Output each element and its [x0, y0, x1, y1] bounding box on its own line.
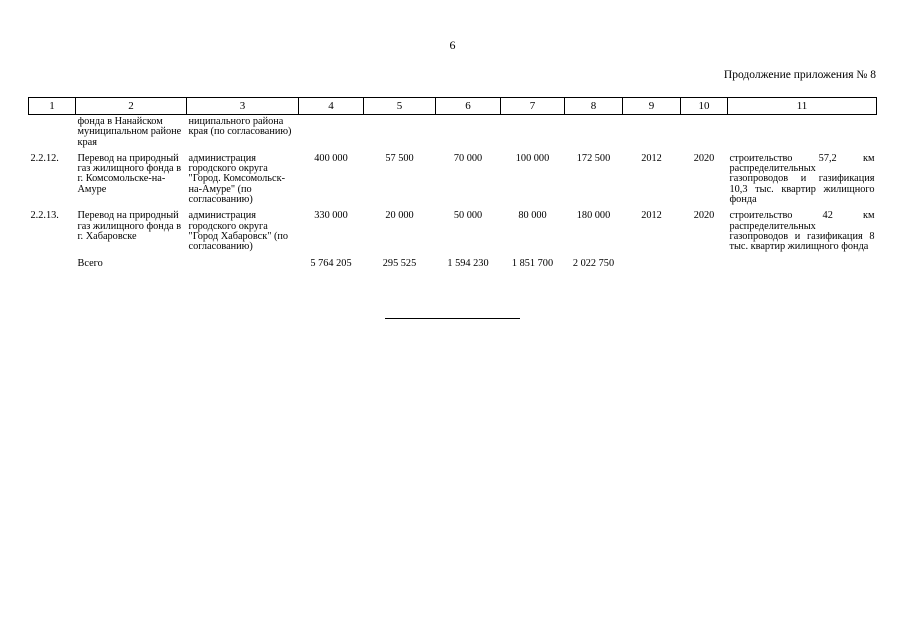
column-header: 2 [76, 98, 187, 115]
start-year: 2012 [641, 152, 662, 164]
amount-col8: 2 022 750 [572, 257, 615, 269]
column-header: 7 [501, 98, 565, 115]
column-header: 6 [436, 98, 501, 115]
amount-col6: 70 000 [453, 152, 483, 164]
column-header: 8 [565, 98, 623, 115]
amount-col6: 50 000 [453, 210, 483, 222]
amount-col8: 180 000 [576, 210, 611, 222]
continuation-label: Продолжение приложения № 8 [723, 69, 876, 81]
measure-name: Перевод на природный газ жилищного фонда в г. Хабаровске [77, 210, 182, 242]
column-header: 3 [187, 98, 299, 115]
amount-col5: 20 000 [385, 210, 414, 222]
end-year: 2020 [693, 210, 715, 222]
start-year: 2012 [641, 210, 662, 222]
end-year: 2020 [693, 152, 715, 164]
column-header: 4 [299, 98, 364, 115]
table-row [29, 211, 877, 258]
table-cell: ниципального района края (по согласованию) [188, 116, 292, 138]
total-label: Всего [77, 257, 103, 269]
amount-col5: 57 500 [385, 152, 414, 164]
amount-col5: 295 525 [382, 257, 417, 269]
column-header: 10 [681, 98, 728, 115]
expected-result: строительство 42 км распределительных газопроводов и газификация 8 тыс. квартир жилищного фонда [729, 210, 875, 253]
total-amount: 5 764 205 [310, 257, 352, 269]
row-number: 2.2.12. [30, 152, 59, 164]
end-divider [385, 318, 520, 319]
row-number: 2.2.13. [30, 210, 59, 222]
column-header: 11 [728, 98, 877, 115]
amount-col7: 1 851 700 [511, 257, 554, 269]
executor: администрация городского округа "Город Хабаровск" (по согласованию) [188, 210, 289, 253]
program-table [28, 97, 877, 275]
total-row [29, 259, 877, 275]
expected-result: строительство 57,2 км распределительных газопроводов и газификация 10,3 тыс. квартир жилищного фонда [729, 152, 875, 206]
column-header: 9 [623, 98, 681, 115]
total-amount: 330 000 [314, 210, 348, 222]
amount-col7: 80 000 [518, 210, 547, 222]
amount-col7: 100 000 [515, 152, 550, 164]
total-amount: 400 000 [314, 152, 348, 164]
column-header: 1 [29, 98, 76, 115]
executor: администрация городского округа "Город. Комсомольск-на-Амуре" (по согласованию) [188, 152, 285, 206]
table-cell: фонда в Нанайском муниципальном районе края [77, 116, 182, 148]
column-header: 5 [364, 98, 436, 115]
amount-col6: 1 594 230 [447, 257, 489, 269]
continuation-row [29, 115, 877, 154]
header-row [29, 98, 877, 115]
measure-name: Перевод на природный газ жилищного фонда в г. Комсомольске-на-Амуре [77, 152, 182, 195]
table-row [29, 154, 877, 211]
page-number: 6 [449, 38, 456, 52]
amount-col8: 172 500 [576, 152, 611, 164]
